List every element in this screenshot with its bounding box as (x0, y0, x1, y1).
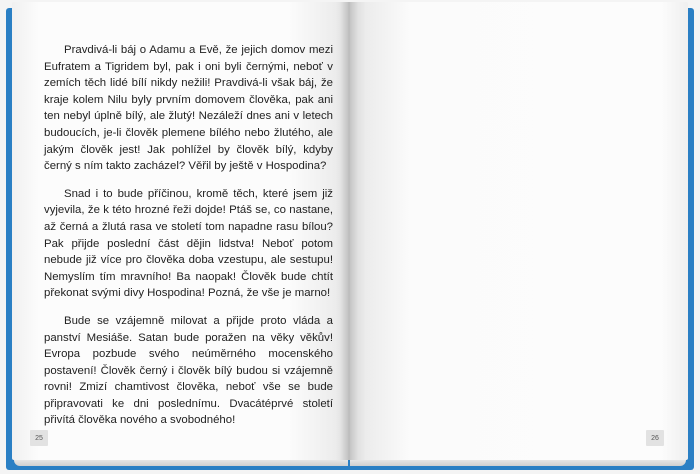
page-number-left: 25 (30, 430, 48, 446)
book-spine (340, 2, 358, 460)
paragraph-3: Bude se vzájemně milovat a přijde proto vláda a panství Mesiáše. Satan bude poražen na věky věkův! Evropa pozbude svého neúměrného mocenského postavení! Člověk černý i člověk bílý budou si vzájemně rovni! Zmizí chamtivost člověka, neboť vše se bude připravovati ke dni poslednímu. Dvacátéprvé století přivítá člověka nového a svobodného! (44, 314, 333, 427)
left-page[interactable] (12, 2, 349, 460)
page-text (44, 42, 333, 440)
left-page-edges (14, 460, 348, 466)
right-page[interactable] (349, 2, 688, 460)
page-number-right: 26 (646, 430, 664, 446)
paragraph-2: Snad i to bude příčinou, kromě těch, které jsem již vyjevila, že k této hrozné řeži dojde! Ptáš se, co nastane, až černá a žlutá rasa ve století tom napadne rasu bílou? Pak přijde poslední část dějin lidstva! Neboť potom nebude již více pro člověka doba vzestupu, ale sestupu! Nemyslím tím mravního! Ba naopak! Člověk bude chtít překonat svými divy Hospodina! Pozná, že vše je marno! (44, 187, 333, 300)
right-page-edges (350, 460, 686, 466)
paragraph-1: Pravdivá-li báj o Adamu a Evě, že jejich domov mezi Eufratem a Tigridem byl, pak i oni byli černými, neboť v zemích těch lidé bílí nikdy nežili! Pravdivá-li však báj, že kraje kolem Nilu byly prvním domovem člověka, pak ani ten nebyl úplně bílý, ale žlutý! Nezáleží dnes ani v letech budoucích, je-li člověk plemene bílého nebo žlutého, ale jakým člověk jest! Jak pohlížel by člověk bílý, kdyby černý s ním takto zacházel? Věřil by ještě v Hospodina? (44, 44, 333, 173)
